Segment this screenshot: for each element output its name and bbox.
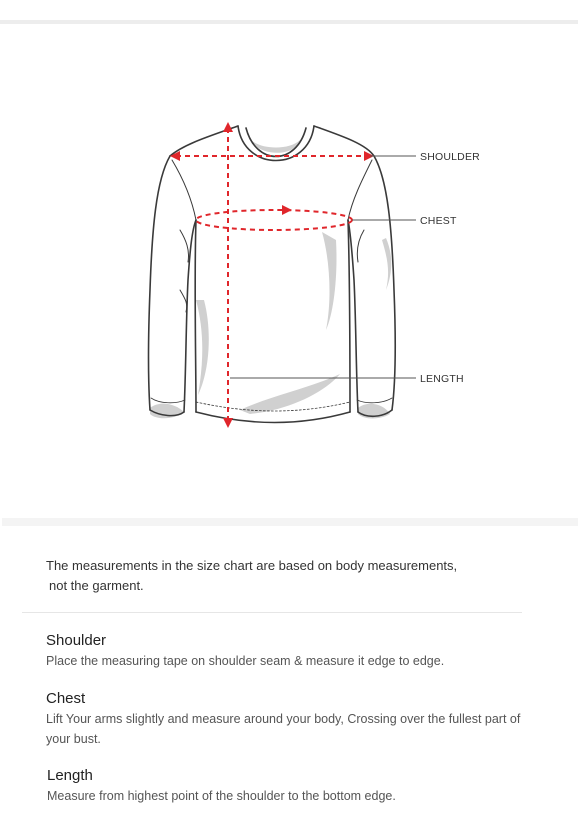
panel-bottom-divider [2,518,578,526]
chest-guide-text: Lift Your arms slightly and measure around your body, Crossing over the fullest part of your bust. [46,712,521,746]
shoulder-callout-label: SHOULDER [420,151,480,163]
shoulder-guide [46,631,526,671]
length-callout-label: LENGTH [420,373,464,385]
section-divider [22,612,522,613]
size-chart-note-line2: not the garment. [49,578,144,593]
shoulder-guide-title: Shoulder [46,632,107,649]
chest-guide [46,689,526,749]
length-guide [47,766,527,806]
shoulder-guide-text: Place the measuring tape on shoulder seam & measure it edge to edge. [46,654,445,668]
chest-guide-title: Chest [46,690,86,707]
length-guide-title: Length [47,767,93,784]
chest-callout-label: CHEST [420,215,457,227]
chest-measure-ellipse [196,210,352,230]
size-chart-note-line1: The measurements in the size chart are based on body measurements, [46,558,458,573]
length-guide-text: Measure from highest point of the shoulder to the bottom edge. [47,789,396,803]
shirt-shading [150,140,391,419]
size-chart-note [46,556,526,596]
